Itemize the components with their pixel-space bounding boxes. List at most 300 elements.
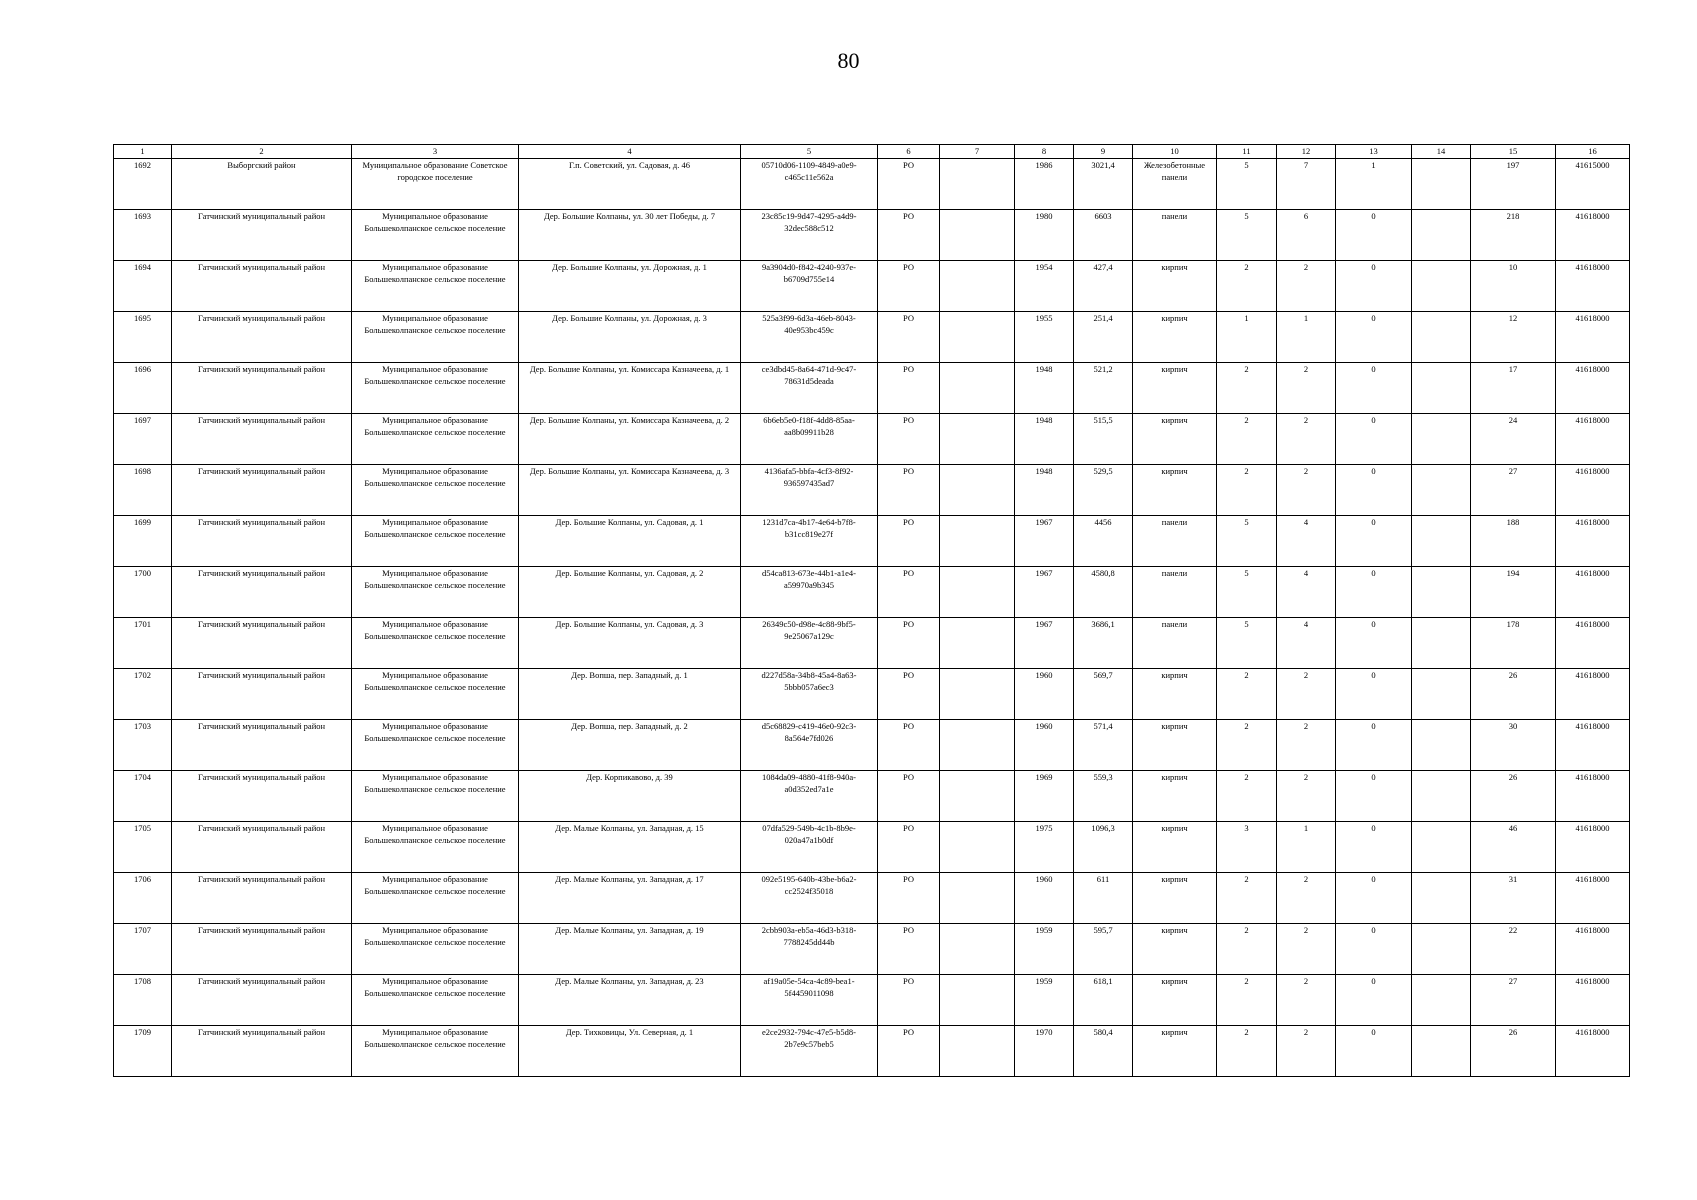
column-number: 10 — [1133, 145, 1217, 159]
col13-cell: 0 — [1336, 873, 1412, 924]
municipality-cell: Муниципальное образование Большеколпанское сельское поселение — [352, 312, 519, 363]
table-row — [114, 414, 1630, 465]
col7-cell — [940, 210, 1015, 261]
table-row — [114, 516, 1630, 567]
col7-cell — [940, 873, 1015, 924]
address-cell: Дер. Большие Колпаны, ул. Садовая, д. 3 — [519, 618, 741, 669]
floors-cell: 2 — [1217, 873, 1277, 924]
column-number: 11 — [1217, 145, 1277, 159]
guid-cell: 092e5195-640b-43be-b6a2-cc2524f35018 — [741, 873, 878, 924]
row-number: 1699 — [114, 516, 172, 567]
district-cell: Гатчинский муниципальный район — [172, 924, 352, 975]
row-number: 1709 — [114, 1026, 172, 1077]
col13-cell: 0 — [1336, 924, 1412, 975]
col13-cell: 0 — [1336, 567, 1412, 618]
col7-cell — [940, 669, 1015, 720]
oktmo-cell: 41618000 — [1556, 1026, 1630, 1077]
col7-cell — [940, 312, 1015, 363]
row-number: 1701 — [114, 618, 172, 669]
oktmo-cell: 41618000 — [1556, 363, 1630, 414]
residents-cell: 197 — [1471, 159, 1556, 210]
municipality-cell: Муниципальное образование Большеколпанское сельское поселение — [352, 669, 519, 720]
residents-cell: 24 — [1471, 414, 1556, 465]
address-cell: Дер. Большие Колпаны, ул. 30 лет Победы, д. 7 — [519, 210, 741, 261]
area-cell: 618,1 — [1074, 975, 1133, 1026]
residents-cell: 30 — [1471, 720, 1556, 771]
table-row — [114, 975, 1630, 1026]
material-cell: кирпич — [1133, 873, 1217, 924]
area-cell: 3021,4 — [1074, 159, 1133, 210]
district-cell: Гатчинский муниципальный район — [172, 669, 352, 720]
material-cell: Железобетонные панели — [1133, 159, 1217, 210]
entrances-cell: 4 — [1277, 567, 1336, 618]
col14-cell — [1412, 669, 1471, 720]
year-cell: 1970 — [1015, 1026, 1074, 1077]
residents-cell: 27 — [1471, 975, 1556, 1026]
floors-cell: 5 — [1217, 618, 1277, 669]
municipality-cell: Муниципальное образование Большеколпанское сельское поселение — [352, 924, 519, 975]
municipality-cell: Муниципальное образование Большеколпанское сельское поселение — [352, 567, 519, 618]
guid-cell: 9a3904d0-f842-4240-937e-b6709d755e14 — [741, 261, 878, 312]
year-cell: 1959 — [1015, 975, 1074, 1026]
material-cell: кирпич — [1133, 720, 1217, 771]
oktmo-cell: 41618000 — [1556, 822, 1630, 873]
table-row — [114, 363, 1630, 414]
entrances-cell: 7 — [1277, 159, 1336, 210]
floors-cell: 2 — [1217, 414, 1277, 465]
area-cell: 4580,8 — [1074, 567, 1133, 618]
oktmo-cell: 41618000 — [1556, 465, 1630, 516]
district-cell: Гатчинский муниципальный район — [172, 771, 352, 822]
material-cell: кирпич — [1133, 312, 1217, 363]
address-cell: Дер. Вопша, пер. Западный, д. 2 — [519, 720, 741, 771]
col14-cell — [1412, 465, 1471, 516]
entrances-cell: 2 — [1277, 363, 1336, 414]
column-number: 4 — [519, 145, 741, 159]
residents-cell: 26 — [1471, 669, 1556, 720]
guid-cell: 23c85c19-9d47-4295-a4d9-32dec588c512 — [741, 210, 878, 261]
year-cell: 1960 — [1015, 873, 1074, 924]
municipality-cell: Муниципальное образование Большеколпанское сельское поселение — [352, 516, 519, 567]
col14-cell — [1412, 618, 1471, 669]
district-cell: Гатчинский муниципальный район — [172, 975, 352, 1026]
material-cell: панели — [1133, 618, 1217, 669]
row-number: 1700 — [114, 567, 172, 618]
col7-cell — [940, 363, 1015, 414]
floors-cell: 2 — [1217, 975, 1277, 1026]
entrances-cell: 1 — [1277, 822, 1336, 873]
housing-registry-table — [113, 144, 1630, 1077]
col13-cell: 0 — [1336, 1026, 1412, 1077]
municipality-cell: Муниципальное образование Большеколпанское сельское поселение — [352, 261, 519, 312]
area-cell: 427,4 — [1074, 261, 1133, 312]
guid-cell: 07dfa529-549b-4c1b-8b9e-020a47a1b0df — [741, 822, 878, 873]
district-cell: Гатчинский муниципальный район — [172, 465, 352, 516]
oktmo-cell: 41618000 — [1556, 567, 1630, 618]
address-cell: Дер. Большие Колпаны, ул. Комиссара Казначеева, д. 2 — [519, 414, 741, 465]
district-cell: Гатчинский муниципальный район — [172, 414, 352, 465]
year-cell: 1969 — [1015, 771, 1074, 822]
district-cell: Гатчинский муниципальный район — [172, 873, 352, 924]
floors-cell: 2 — [1217, 669, 1277, 720]
material-cell: кирпич — [1133, 975, 1217, 1026]
oktmo-cell: 41618000 — [1556, 261, 1630, 312]
address-cell: Дер. Тихковицы, Ул. Северная, д. 1 — [519, 1026, 741, 1077]
col6-cell: РО — [878, 924, 940, 975]
col14-cell — [1412, 363, 1471, 414]
column-number-row — [114, 145, 1630, 159]
column-number: 12 — [1277, 145, 1336, 159]
year-cell: 1948 — [1015, 465, 1074, 516]
col13-cell: 0 — [1336, 516, 1412, 567]
col14-cell — [1412, 567, 1471, 618]
table-row — [114, 720, 1630, 771]
col6-cell: РО — [878, 1026, 940, 1077]
municipality-cell: Муниципальное образование Большеколпанское сельское поселение — [352, 414, 519, 465]
guid-cell: ce3dbd45-8a64-471d-9c47-78631d5deada — [741, 363, 878, 414]
material-cell: кирпич — [1133, 771, 1217, 822]
municipality-cell: Муниципальное образование Большеколпанское сельское поселение — [352, 465, 519, 516]
col13-cell: 0 — [1336, 771, 1412, 822]
material-cell: кирпич — [1133, 261, 1217, 312]
entrances-cell: 2 — [1277, 669, 1336, 720]
district-cell: Гатчинский муниципальный район — [172, 618, 352, 669]
year-cell: 1948 — [1015, 414, 1074, 465]
col14-cell — [1412, 261, 1471, 312]
residents-cell: 26 — [1471, 771, 1556, 822]
column-number: 5 — [741, 145, 878, 159]
municipality-cell: Муниципальное образование Большеколпанское сельское поселение — [352, 822, 519, 873]
column-number: 3 — [352, 145, 519, 159]
residents-cell: 178 — [1471, 618, 1556, 669]
guid-cell: 26349c50-d98e-4c88-9bf5-9e25067a129c — [741, 618, 878, 669]
column-number: 7 — [940, 145, 1015, 159]
entrances-cell: 2 — [1277, 261, 1336, 312]
oktmo-cell: 41618000 — [1556, 669, 1630, 720]
guid-cell: 2cbb903a-eb5a-46d3-b318-7788245dd44b — [741, 924, 878, 975]
municipality-cell: Муниципальное образование Советское городское поселение — [352, 159, 519, 210]
oktmo-cell: 41618000 — [1556, 210, 1630, 261]
row-number: 1696 — [114, 363, 172, 414]
district-cell: Выборгский район — [172, 159, 352, 210]
row-number: 1692 — [114, 159, 172, 210]
col6-cell: РО — [878, 363, 940, 414]
area-cell: 611 — [1074, 873, 1133, 924]
row-number: 1705 — [114, 822, 172, 873]
address-cell: Дер. Малые Колпаны, ул. Западная, д. 19 — [519, 924, 741, 975]
material-cell: кирпич — [1133, 414, 1217, 465]
residents-cell: 12 — [1471, 312, 1556, 363]
table-row — [114, 669, 1630, 720]
residents-cell: 46 — [1471, 822, 1556, 873]
floors-cell: 5 — [1217, 159, 1277, 210]
col7-cell — [940, 975, 1015, 1026]
municipality-cell: Муниципальное образование Большеколпанское сельское поселение — [352, 873, 519, 924]
address-cell: Дер. Малые Колпаны, ул. Западная, д. 23 — [519, 975, 741, 1026]
col13-cell: 0 — [1336, 720, 1412, 771]
oktmo-cell: 41618000 — [1556, 975, 1630, 1026]
col14-cell — [1412, 312, 1471, 363]
oktmo-cell: 41618000 — [1556, 771, 1630, 822]
entrances-cell: 2 — [1277, 720, 1336, 771]
table-row — [114, 873, 1630, 924]
oktmo-cell: 41618000 — [1556, 414, 1630, 465]
district-cell: Гатчинский муниципальный район — [172, 720, 352, 771]
year-cell: 1967 — [1015, 567, 1074, 618]
table-row — [114, 822, 1630, 873]
oktmo-cell: 41618000 — [1556, 873, 1630, 924]
guid-cell: 6b6eb5e0-f18f-4dd8-85aa-aa8b09911b28 — [741, 414, 878, 465]
entrances-cell: 2 — [1277, 975, 1336, 1026]
area-cell: 529,5 — [1074, 465, 1133, 516]
year-cell: 1954 — [1015, 261, 1074, 312]
area-cell: 251,4 — [1074, 312, 1133, 363]
guid-cell: d54ca813-673e-44b1-a1e4-a59970a9b345 — [741, 567, 878, 618]
table-row — [114, 1026, 1630, 1077]
col13-cell: 0 — [1336, 210, 1412, 261]
area-cell: 569,7 — [1074, 669, 1133, 720]
table-row — [114, 261, 1630, 312]
floors-cell: 2 — [1217, 261, 1277, 312]
area-cell: 559,3 — [1074, 771, 1133, 822]
address-cell: Дер. Большие Колпаны, ул. Комиссара Казначеева, д. 1 — [519, 363, 741, 414]
entrances-cell: 2 — [1277, 873, 1336, 924]
row-number: 1693 — [114, 210, 172, 261]
year-cell: 1960 — [1015, 720, 1074, 771]
row-number: 1703 — [114, 720, 172, 771]
table-row — [114, 159, 1630, 210]
entrances-cell: 4 — [1277, 618, 1336, 669]
year-cell: 1986 — [1015, 159, 1074, 210]
entrances-cell: 1 — [1277, 312, 1336, 363]
oktmo-cell: 41618000 — [1556, 516, 1630, 567]
column-number: 8 — [1015, 145, 1074, 159]
floors-cell: 5 — [1217, 516, 1277, 567]
col14-cell — [1412, 720, 1471, 771]
area-cell: 6603 — [1074, 210, 1133, 261]
area-cell: 571,4 — [1074, 720, 1133, 771]
col6-cell: РО — [878, 822, 940, 873]
col13-cell: 0 — [1336, 312, 1412, 363]
year-cell: 1967 — [1015, 618, 1074, 669]
oktmo-cell: 41618000 — [1556, 924, 1630, 975]
col6-cell: РО — [878, 975, 940, 1026]
oktmo-cell: 41618000 — [1556, 720, 1630, 771]
area-cell: 515,5 — [1074, 414, 1133, 465]
column-number: 14 — [1412, 145, 1471, 159]
municipality-cell: Муниципальное образование Большеколпанское сельское поселение — [352, 720, 519, 771]
table-row — [114, 924, 1630, 975]
col7-cell — [940, 465, 1015, 516]
floors-cell: 5 — [1217, 210, 1277, 261]
material-cell: кирпич — [1133, 465, 1217, 516]
floors-cell: 3 — [1217, 822, 1277, 873]
col6-cell: РО — [878, 414, 940, 465]
address-cell: Дер. Вопша, пер. Западный, д. 1 — [519, 669, 741, 720]
area-cell: 595,7 — [1074, 924, 1133, 975]
residents-cell: 17 — [1471, 363, 1556, 414]
area-cell: 580,4 — [1074, 1026, 1133, 1077]
col6-cell: РО — [878, 771, 940, 822]
floors-cell: 2 — [1217, 465, 1277, 516]
district-cell: Гатчинский муниципальный район — [172, 261, 352, 312]
col13-cell: 0 — [1336, 669, 1412, 720]
col14-cell — [1412, 975, 1471, 1026]
entrances-cell: 4 — [1277, 516, 1336, 567]
year-cell: 1948 — [1015, 363, 1074, 414]
residents-cell: 194 — [1471, 567, 1556, 618]
oktmo-cell: 41615000 — [1556, 159, 1630, 210]
address-cell: Дер. Малые Колпаны, ул. Западная, д. 17 — [519, 873, 741, 924]
col7-cell — [940, 720, 1015, 771]
address-cell: Дер. Большие Колпаны, ул. Дорожная, д. 1 — [519, 261, 741, 312]
year-cell: 1955 — [1015, 312, 1074, 363]
col6-cell: РО — [878, 567, 940, 618]
area-cell: 521,2 — [1074, 363, 1133, 414]
col7-cell — [940, 924, 1015, 975]
floors-cell: 2 — [1217, 363, 1277, 414]
address-cell: Дер. Большие Колпаны, ул. Дорожная, д. 3 — [519, 312, 741, 363]
year-cell: 1960 — [1015, 669, 1074, 720]
col14-cell — [1412, 210, 1471, 261]
col14-cell — [1412, 873, 1471, 924]
col13-cell: 1 — [1336, 159, 1412, 210]
guid-cell: 525a3f99-6d3a-46eb-8043-40e953bc459c — [741, 312, 878, 363]
col7-cell — [940, 516, 1015, 567]
guid-cell: 1084da09-4880-41f8-940a-a0d352ed7a1e — [741, 771, 878, 822]
year-cell: 1980 — [1015, 210, 1074, 261]
municipality-cell: Муниципальное образование Большеколпанское сельское поселение — [352, 771, 519, 822]
material-cell: панели — [1133, 516, 1217, 567]
column-number: 15 — [1471, 145, 1556, 159]
table-row — [114, 567, 1630, 618]
residents-cell: 218 — [1471, 210, 1556, 261]
column-number: 13 — [1336, 145, 1412, 159]
col7-cell — [940, 567, 1015, 618]
residents-cell: 10 — [1471, 261, 1556, 312]
row-number: 1707 — [114, 924, 172, 975]
table-row — [114, 771, 1630, 822]
material-cell: кирпич — [1133, 1026, 1217, 1077]
table-row — [114, 312, 1630, 363]
oktmo-cell: 41618000 — [1556, 312, 1630, 363]
material-cell: кирпич — [1133, 822, 1217, 873]
col6-cell: РО — [878, 312, 940, 363]
col6-cell: РО — [878, 618, 940, 669]
col13-cell: 0 — [1336, 618, 1412, 669]
district-cell: Гатчинский муниципальный район — [172, 516, 352, 567]
district-cell: Гатчинский муниципальный район — [172, 822, 352, 873]
entrances-cell: 2 — [1277, 414, 1336, 465]
address-cell: Дер. Малые Колпаны, ул. Западная, д. 15 — [519, 822, 741, 873]
district-cell: Гатчинский муниципальный район — [172, 210, 352, 261]
address-cell: Г.п. Советский, ул. Садовая, д. 46 — [519, 159, 741, 210]
col6-cell: РО — [878, 669, 940, 720]
col14-cell — [1412, 159, 1471, 210]
col7-cell — [940, 261, 1015, 312]
area-cell: 3686,1 — [1074, 618, 1133, 669]
entrances-cell: 2 — [1277, 1026, 1336, 1077]
municipality-cell: Муниципальное образование Большеколпанское сельское поселение — [352, 975, 519, 1026]
row-number: 1708 — [114, 975, 172, 1026]
address-cell: Дер. Большие Колпаны, ул. Комиссара Казначеева, д. 3 — [519, 465, 741, 516]
col14-cell — [1412, 516, 1471, 567]
col14-cell — [1412, 924, 1471, 975]
guid-cell: 1231d7ca-4b17-4e64-b7f8-b31cc819e27f — [741, 516, 878, 567]
column-number: 1 — [114, 145, 172, 159]
col13-cell: 0 — [1336, 261, 1412, 312]
table-body — [114, 145, 1630, 1077]
district-cell: Гатчинский муниципальный район — [172, 363, 352, 414]
col7-cell — [940, 414, 1015, 465]
col6-cell: РО — [878, 210, 940, 261]
residents-cell: 22 — [1471, 924, 1556, 975]
col7-cell — [940, 822, 1015, 873]
col6-cell: РО — [878, 465, 940, 516]
col6-cell: РО — [878, 159, 940, 210]
col14-cell — [1412, 771, 1471, 822]
municipality-cell: Муниципальное образование Большеколпанское сельское поселение — [352, 618, 519, 669]
col7-cell — [940, 618, 1015, 669]
residents-cell: 27 — [1471, 465, 1556, 516]
floors-cell: 2 — [1217, 924, 1277, 975]
col6-cell: РО — [878, 873, 940, 924]
area-cell: 1096,3 — [1074, 822, 1133, 873]
year-cell: 1967 — [1015, 516, 1074, 567]
table-row — [114, 618, 1630, 669]
area-cell: 4456 — [1074, 516, 1133, 567]
material-cell: кирпич — [1133, 363, 1217, 414]
table-row — [114, 465, 1630, 516]
row-number: 1695 — [114, 312, 172, 363]
row-number: 1698 — [114, 465, 172, 516]
material-cell: кирпич — [1133, 669, 1217, 720]
col7-cell — [940, 1026, 1015, 1077]
guid-cell: af19a05e-54ca-4c89-bea1-5f4459011098 — [741, 975, 878, 1026]
col7-cell — [940, 159, 1015, 210]
guid-cell: e2ce2932-794c-47e5-b5d8-2b7e9c57beb5 — [741, 1026, 878, 1077]
row-number: 1704 — [114, 771, 172, 822]
column-number: 16 — [1556, 145, 1630, 159]
guid-cell: 4136afa5-bbfa-4cf3-8f92-936597435ad7 — [741, 465, 878, 516]
residents-cell: 188 — [1471, 516, 1556, 567]
col13-cell: 0 — [1336, 975, 1412, 1026]
address-cell: Дер. Корпикавово, д. 39 — [519, 771, 741, 822]
floors-cell: 2 — [1217, 1026, 1277, 1077]
district-cell: Гатчинский муниципальный район — [172, 567, 352, 618]
address-cell: Дер. Большие Колпаны, ул. Садовая, д. 1 — [519, 516, 741, 567]
column-number: 6 — [878, 145, 940, 159]
district-cell: Гатчинский муниципальный район — [172, 1026, 352, 1077]
municipality-cell: Муниципальное образование Большеколпанское сельское поселение — [352, 1026, 519, 1077]
year-cell: 1975 — [1015, 822, 1074, 873]
residents-cell: 26 — [1471, 1026, 1556, 1077]
column-number: 2 — [172, 145, 352, 159]
col7-cell — [940, 771, 1015, 822]
material-cell: панели — [1133, 567, 1217, 618]
col13-cell: 0 — [1336, 465, 1412, 516]
floors-cell: 1 — [1217, 312, 1277, 363]
col6-cell: РО — [878, 261, 940, 312]
row-number: 1702 — [114, 669, 172, 720]
row-number: 1697 — [114, 414, 172, 465]
entrances-cell: 2 — [1277, 771, 1336, 822]
row-number: 1706 — [114, 873, 172, 924]
municipality-cell: Муниципальное образование Большеколпанское сельское поселение — [352, 363, 519, 414]
year-cell: 1959 — [1015, 924, 1074, 975]
floors-cell: 2 — [1217, 720, 1277, 771]
address-cell: Дер. Большие Колпаны, ул. Садовая, д. 2 — [519, 567, 741, 618]
